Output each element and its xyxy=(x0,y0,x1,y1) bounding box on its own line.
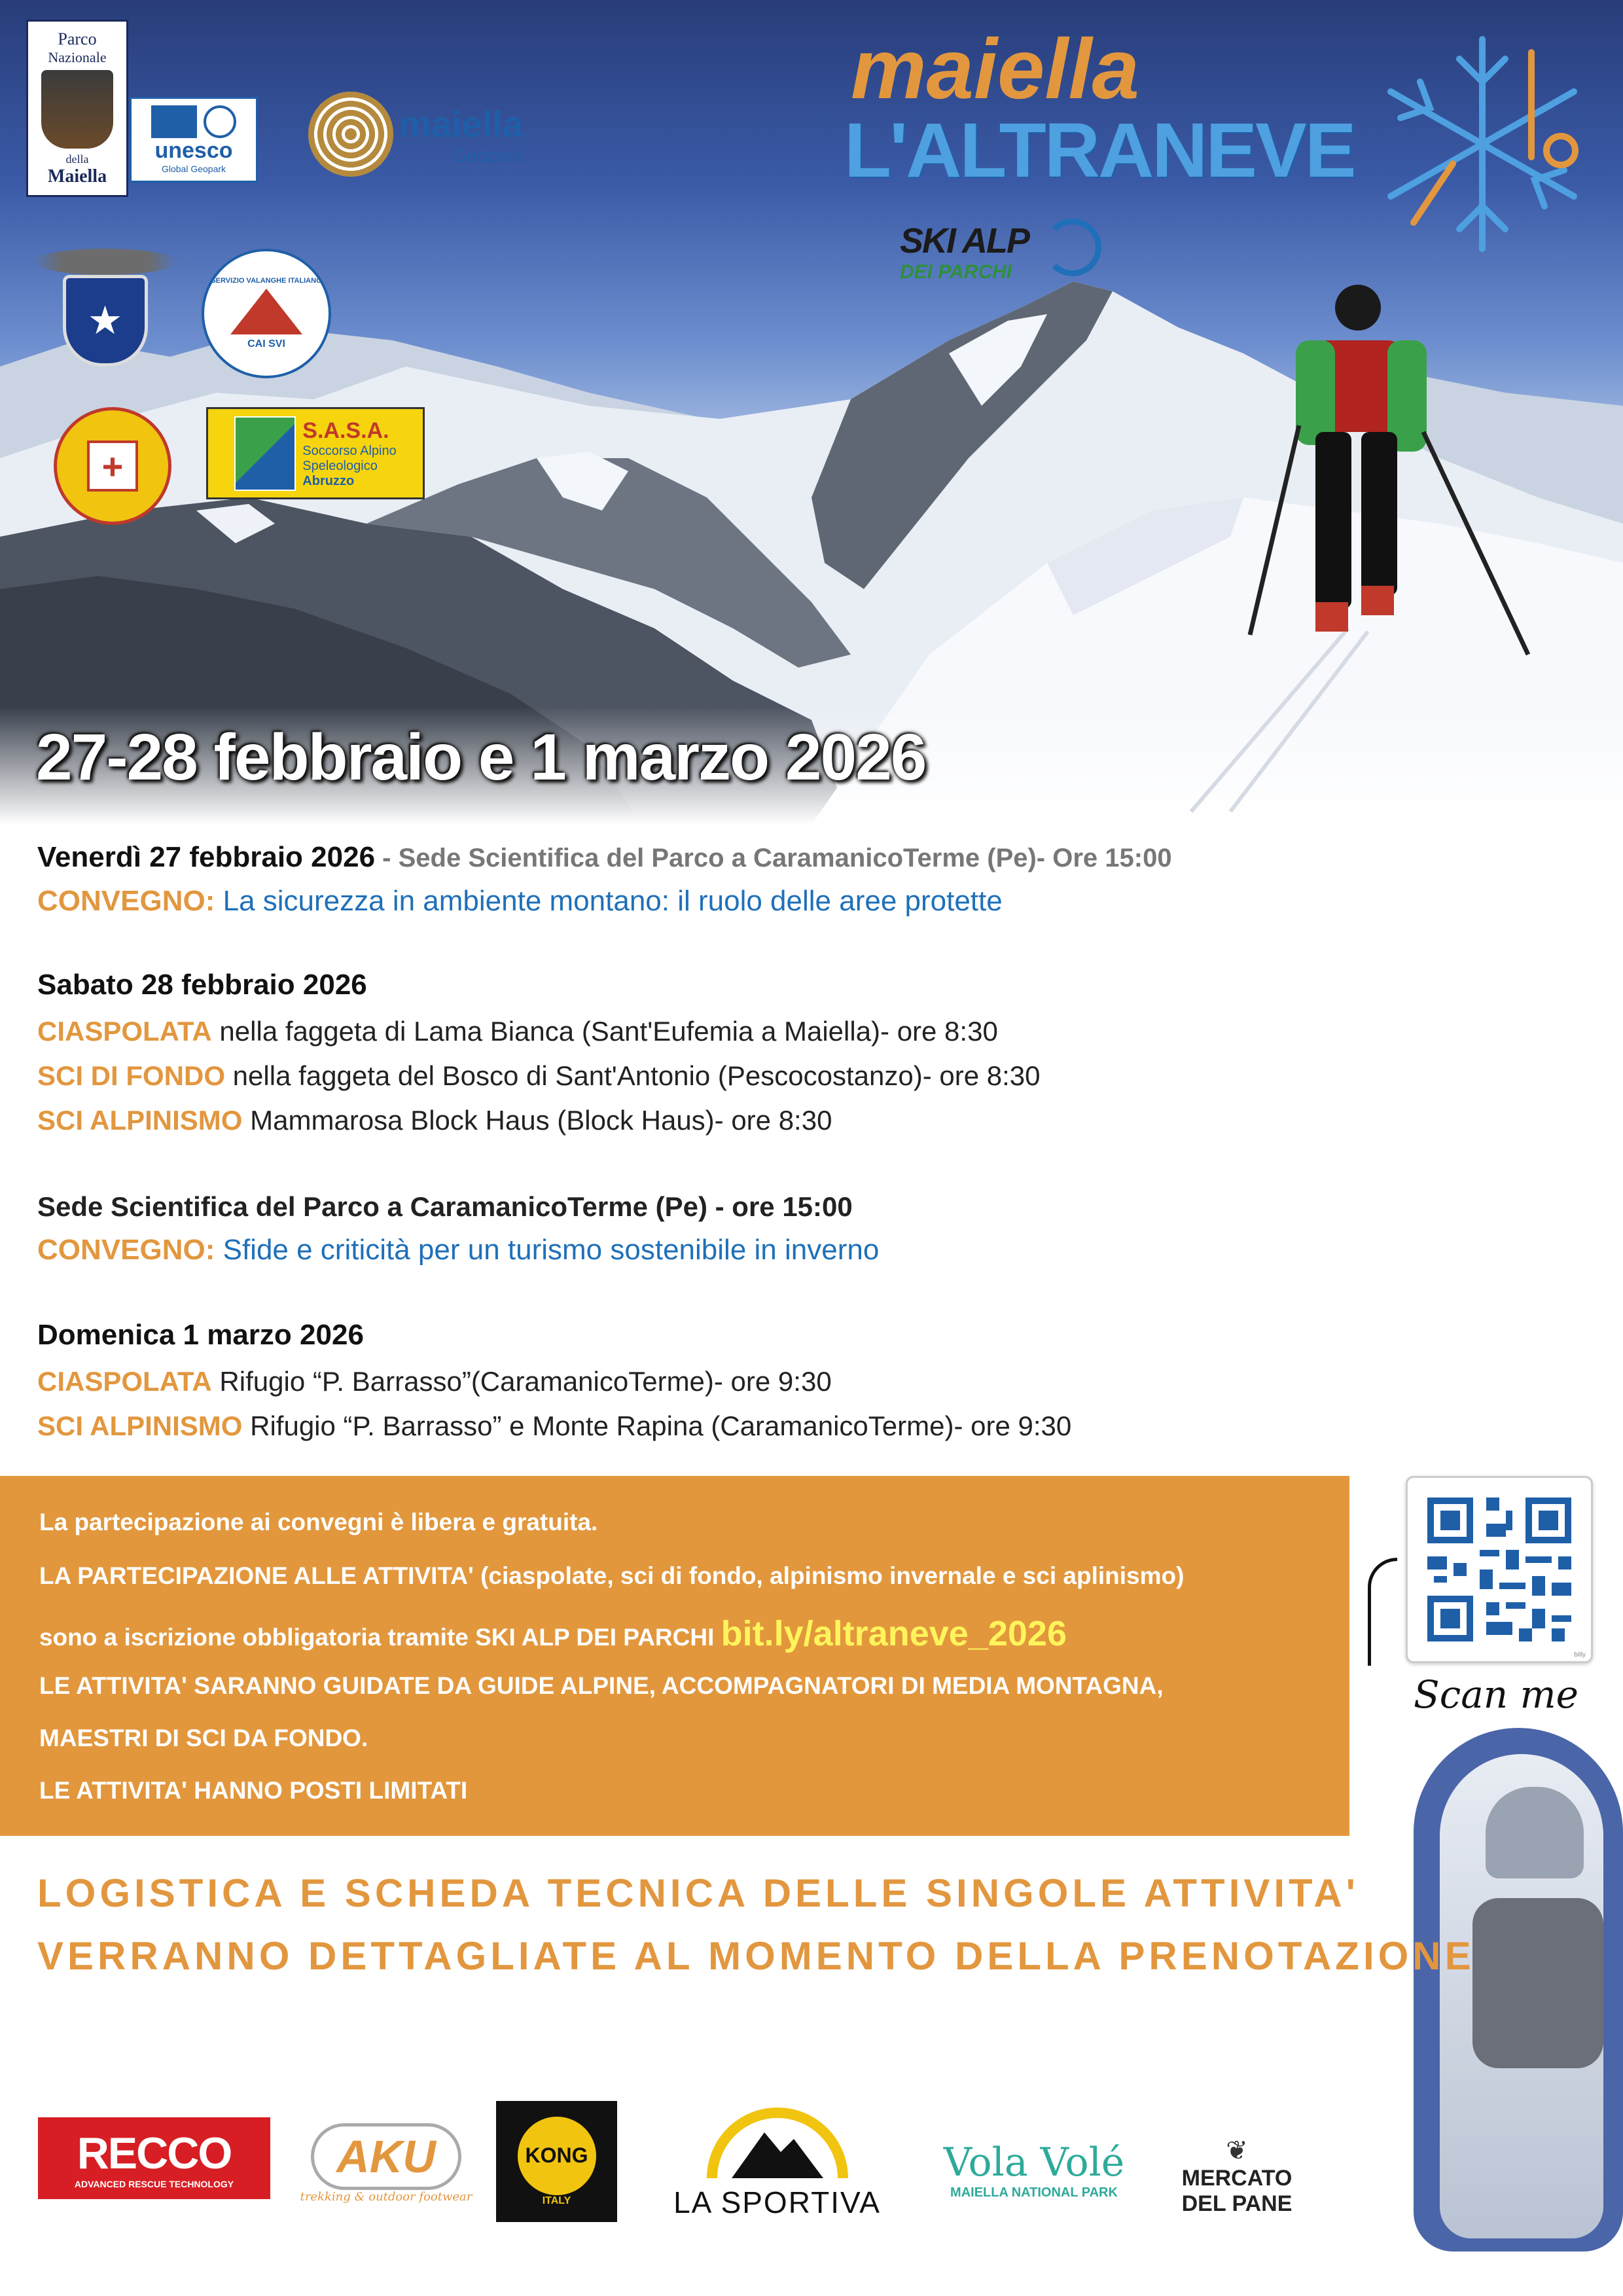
saturday-item xyxy=(37,1016,998,1047)
sunday-item xyxy=(37,1366,832,1397)
aku-logo xyxy=(294,2121,478,2206)
kong-circle-icon xyxy=(518,2117,596,2195)
saturday-convegno xyxy=(37,1234,879,1266)
mercato-line-1: MERCATO xyxy=(1181,2166,1293,2191)
kong-sub: ITALY xyxy=(542,2195,571,2206)
qr-tag: bitly xyxy=(1574,1651,1586,1659)
ski-alp-dei-parchi-logo xyxy=(900,211,1090,293)
kong-logo xyxy=(496,2101,617,2222)
qr-code-icon xyxy=(1408,1478,1591,1661)
unesco-name: unesco xyxy=(154,138,233,163)
logistics-line-2: VERRANNO DETTAGLIATE AL MOMENTO DELLA PRENOTAZIONE xyxy=(37,1934,1475,1978)
event-dates-banner: 27-28 febbraio e 1 marzo 2026 xyxy=(36,721,926,794)
saturday-day: Sabato 28 febbraio 2026 xyxy=(37,969,367,1001)
aku-sub: trekking & outdoor footwear xyxy=(300,2189,473,2204)
unesco-sub: Global Geopark xyxy=(161,164,226,174)
info-line-3-text: sono a iscrizione obbligatoria tramite SKI ALP DEI PARCHI xyxy=(39,1624,721,1651)
logistics-line-1: LOGISTICA E SCHEDA TECNICA DELLE SINGOLE ATTIVITA' xyxy=(37,1871,1359,1915)
event-title-line-1: maiella xyxy=(851,21,1139,117)
valanghe-sub: CAI SVI xyxy=(247,338,285,350)
info-line-3 xyxy=(39,1613,1067,1654)
ammonite-icon xyxy=(308,92,393,177)
friday-convegno-sep: : xyxy=(205,885,223,917)
registration-link[interactable]: bit.ly/altraneve_2026 xyxy=(721,1614,1067,1653)
sasa-title: S.A.S.A. xyxy=(302,418,389,443)
saturday-item xyxy=(37,1060,1040,1092)
friday-convegno-label: CONVEGNO xyxy=(37,885,205,917)
recco-sub: ADVANCED RESCUE TECHNOLOGY xyxy=(74,2178,234,2189)
kong-name: KONG xyxy=(525,2144,588,2167)
saturday-item xyxy=(37,1105,832,1136)
skialp-line-2: DEI PARCHI xyxy=(900,260,1012,283)
info-line-6: LE ATTIVITA' HANNO POSTI LIMITATI xyxy=(39,1777,468,1804)
eagle-icon xyxy=(33,249,177,275)
maiella-geopark-logo xyxy=(304,75,527,193)
info-line-1: La partecipazione ai convegni è libera e gratuita. xyxy=(39,1509,598,1535)
registration-info-box xyxy=(0,1476,1349,1836)
cai-logo xyxy=(31,249,179,367)
sasa-logo xyxy=(206,407,425,499)
parco-logo-text-1: Parco xyxy=(58,29,97,48)
friday-convegno xyxy=(37,885,1003,918)
abruzzo-flag-icon xyxy=(234,416,296,491)
parco-logo-text-4: Maiella xyxy=(47,166,107,187)
sunday-item xyxy=(37,1410,1071,1442)
mercato-del-pane-logo xyxy=(1165,2124,1309,2229)
saturday-item-2-text: nella faggeta del Bosco di Sant'Antonio (Pescocostanzo)- ore 8:30 xyxy=(225,1060,1041,1091)
sunday-item-2-kw: SCI ALPINISMO xyxy=(37,1410,243,1441)
cnsas-cross-icon: + xyxy=(87,440,138,492)
skialp-swoosh-icon xyxy=(1044,219,1101,276)
la-sportiva-logo xyxy=(651,2094,903,2232)
event-title xyxy=(844,21,1394,194)
servizio-valanghe-logo xyxy=(202,249,331,378)
sunday-item-1-text: Rifugio “P. Barrasso”(CaramanicoTerme)- ore 9:30 xyxy=(211,1366,832,1397)
sunday-item-1-kw: CIASPOLATA xyxy=(37,1366,212,1397)
skialp-line-1: SKI ALP xyxy=(900,221,1029,260)
cai-shield-icon: ★ xyxy=(63,275,148,367)
sasa-line-3: Abruzzo xyxy=(302,473,355,488)
info-line-2: LA PARTECIPAZIONE ALLE ATTIVITA' (ciaspolate, sci di fondo, alpinismo invernale e sci aplinismo) xyxy=(39,1562,1185,1589)
saturday-convegno-sep: : xyxy=(205,1234,223,1266)
snowshoe-image xyxy=(1361,1728,1623,2251)
sunday-day: Domenica 1 marzo 2026 xyxy=(37,1319,364,1351)
la-sportiva-name: LA SPORTIVA xyxy=(673,2185,881,2219)
sasa-line-2: Speleologico xyxy=(302,458,378,473)
wheat-icon: ❦ xyxy=(1226,2136,1248,2165)
saturday-item-1-text: nella faggeta di Lama Bianca (Sant'Eufemia a Maiella)- ore 8:30 xyxy=(211,1016,998,1047)
geopark-circle-icon xyxy=(204,105,236,138)
friday-convegno-desc: La sicurezza in ambiente montano: il ruolo delle aree protette xyxy=(223,885,1003,917)
saturday-convegno-label: CONVEGNO xyxy=(37,1234,205,1266)
parco-logo-text-3: della xyxy=(65,152,89,166)
la-sportiva-mountain-icon xyxy=(705,2106,849,2185)
vola-vole-logo xyxy=(936,2124,1132,2215)
saturday-item-1-kw: CIASPOLATA xyxy=(37,1016,212,1047)
saturday-convegno-desc: Sfide e criticità per un turismo sostenibile in inverno xyxy=(223,1234,880,1266)
sasa-line-1: Soccorso Alpino xyxy=(302,443,397,458)
unesco-logo xyxy=(130,97,258,183)
sunday-item-2-text: Rifugio “P. Barrasso” e Monte Rapina (CaramanicoTerme)- ore 9:30 xyxy=(242,1410,1072,1441)
vola-vole-sub: MAIELLA NATIONAL PARK xyxy=(950,2185,1118,2200)
parco-logo-text-2: Nazionale xyxy=(48,49,107,65)
aku-name: AKU xyxy=(336,2130,436,2182)
cnsas-logo xyxy=(54,407,171,525)
mountain-icon xyxy=(230,289,302,334)
event-title-line-2: L'ALTRANEVE xyxy=(844,107,1355,194)
friday-day: Venerdì 27 febbraio 2026 xyxy=(37,841,376,873)
scan-me-label: Scan me xyxy=(1414,1672,1578,1717)
saturday-item-3-kw: SCI ALPINISMO xyxy=(37,1105,243,1136)
geopark-name: maiella xyxy=(399,103,523,145)
friday-venue: - Sede Scientifica del Parco a CaramanicoTerme (Pe)- Ore 15:00 xyxy=(375,844,1172,872)
saturday-item-2-kw: SCI DI FONDO xyxy=(37,1060,226,1091)
mercato-line-2: DEL PANE xyxy=(1181,2191,1293,2216)
qr-code[interactable] xyxy=(1406,1476,1593,1663)
recco-name: RECCO xyxy=(77,2128,232,2178)
info-line-4: LE ATTIVITA' SARANNO GUIDATE DA GUIDE ALPINE, ACCOMPAGNATORI DI MEDIA MONTAGNA, xyxy=(39,1672,1164,1699)
parco-nazionale-logo xyxy=(26,20,128,197)
geopark-sub: Geopark xyxy=(452,145,523,166)
recco-logo xyxy=(38,2117,270,2199)
saturday-item-3-text: Mammarosa Block Haus (Block Haus)- ore 8:30 xyxy=(242,1105,832,1136)
hero-image xyxy=(0,0,1623,825)
saturday-venue: Sede Scientifica del Parco a CaramanicoTerme (Pe) - ore 15:00 xyxy=(37,1191,853,1222)
vola-vole-name: Vola Volé xyxy=(943,2139,1125,2185)
arrow-up-icon xyxy=(1368,1558,1397,1666)
valanghe-text: SERVIZIO VALANGHE ITALIANO xyxy=(211,277,322,285)
friday-line xyxy=(37,841,1172,874)
chamois-icon xyxy=(41,70,113,149)
unesco-temple-icon xyxy=(151,105,197,138)
logistics-notice xyxy=(37,1862,1475,1988)
info-line-5: MAESTRI DI SCI DA FONDO. xyxy=(39,1725,368,1751)
snowflake-icon xyxy=(1374,26,1590,262)
